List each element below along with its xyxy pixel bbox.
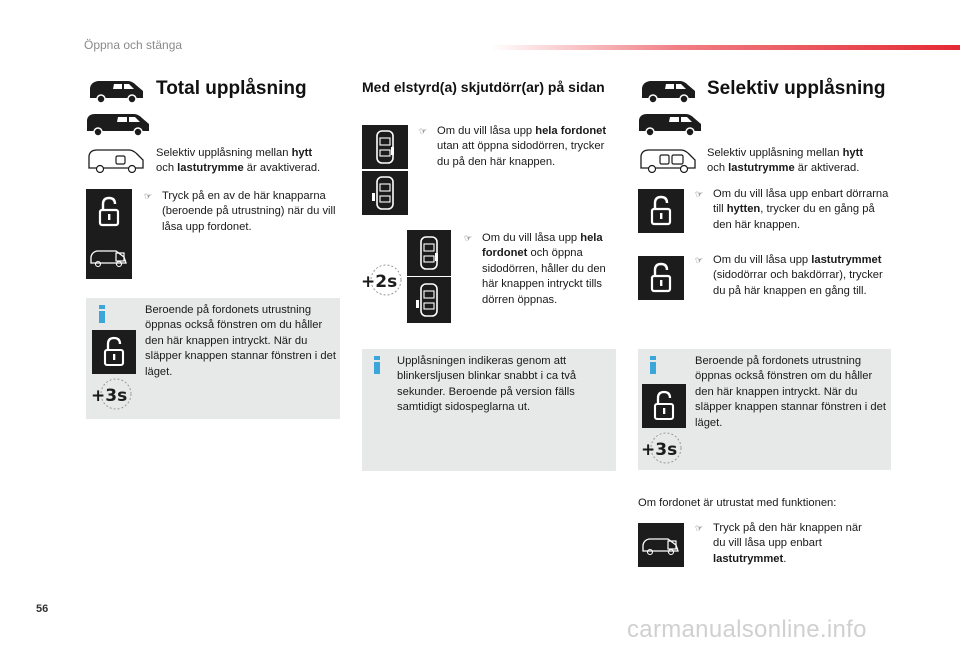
van-outline-icon <box>86 145 146 175</box>
title-sliding-doors: Med elstyrd(a) skjutdörr(ar) på sidan <box>362 79 605 95</box>
bullet-unlock-open-door: ☞ Om du vill låsa upp hela fordonet och öppna sidodörren, håller du den här knappen intryckt tills dörren öppnas. <box>464 232 606 306</box>
timer-3s-icon <box>640 430 684 471</box>
timer-2s-icon <box>360 262 404 303</box>
van-long-icon <box>84 111 152 137</box>
bullet-arrow-icon: ☞ <box>464 233 473 243</box>
bullet-unlock-cabin: ☞ Om du vill låsa upp enbart dörrarna till hytten, trycker du en gång på den här knappen. <box>695 188 889 231</box>
unlock-icon <box>638 256 684 300</box>
car-door-open-icon <box>362 171 408 215</box>
status-text-selective-on: Selektiv upplåsning mellan hytt och lastutrymme är aktiverad. <box>707 147 864 175</box>
unlock-button-icon <box>86 189 132 235</box>
function-note: Om fordonet är utrustat med funktionen: <box>638 497 837 509</box>
van-icon <box>86 78 146 104</box>
bullet-arrow-icon: ☞ <box>695 255 704 265</box>
unlock-icon <box>642 384 686 428</box>
watermark: carmanualsonline.info <box>627 616 867 643</box>
timer-3s-label: +3s <box>641 440 678 460</box>
info-text-indicators: Upplåsningen indikeras genom att blinkersljusen blinkar snabbt i ca två sekunder. Beroende på version fälls samtidigt sidospeglarna ut. <box>397 355 577 414</box>
section-header: Öppna och stänga <box>84 38 183 52</box>
car-door-open-icon <box>407 277 451 323</box>
bullet-unlock-cargo: ☞ Om du vill låsa upp lastutrymmet (sidodörrar och bakdörrar), trycker du på här knappen en gång till. <box>695 254 883 297</box>
info-text-windows-selective: Beroende på fordonets utrustning öppnas också fönstren om du håller den här knappen intryckt. När du släpper knappen stannar fönstren i det läget. <box>695 355 886 429</box>
car-door-closed-icon <box>362 125 408 169</box>
bullet-arrow-icon: ☞ <box>695 523 704 533</box>
header-accent-line <box>490 45 960 50</box>
bullet-unlock-cargo-only: ☞ Tryck på den här knappen när du vill låsa upp enbart lastutrymmet. <box>695 522 862 565</box>
car-door-closed-icon <box>407 230 451 276</box>
timer-3s-label: +3s <box>91 386 128 406</box>
timer-2s-label: +2s <box>361 272 398 292</box>
info-icon <box>650 356 656 374</box>
title-selective-unlock: Selektiv upplåsning <box>707 78 886 99</box>
bullet-arrow-icon: ☞ <box>419 126 428 136</box>
van-rear-button-icon <box>638 523 684 567</box>
unlock-icon <box>638 189 684 233</box>
info-text-windows: Beroende på fordonets utrustning öppnas också fönstren om du håller den här knappen intryckt. När du släpper knappen stannar fönstren i det läget. <box>145 304 336 378</box>
unlock-icon <box>92 330 136 374</box>
page-number: 56 <box>36 603 49 615</box>
timer-3s-icon <box>90 376 134 417</box>
bullet-unlock-vehicle: ☞ Tryck på en av de här knapparna (beroende på utrustning) när du vill låsa upp fordonet. <box>144 190 336 233</box>
title-total-unlock: Total upplåsning <box>156 78 307 99</box>
van-outline-icon <box>638 145 698 175</box>
bullet-arrow-icon: ☞ <box>695 189 704 199</box>
bullet-unlock-without-door: ☞ Om du vill låsa upp hela fordonet utan att öppna sidodörren, trycker du på den här knappen. <box>419 125 607 168</box>
bullet-arrow-icon: ☞ <box>144 191 153 201</box>
info-icon <box>374 356 380 374</box>
status-text-selective-off: Selektiv upplåsning mellan hytt och lastutrymme är avaktiverad. <box>156 147 321 175</box>
van-icon <box>638 78 698 104</box>
info-icon <box>99 305 105 323</box>
van-long-icon <box>636 111 704 137</box>
van-rear-button-icon <box>86 235 132 279</box>
